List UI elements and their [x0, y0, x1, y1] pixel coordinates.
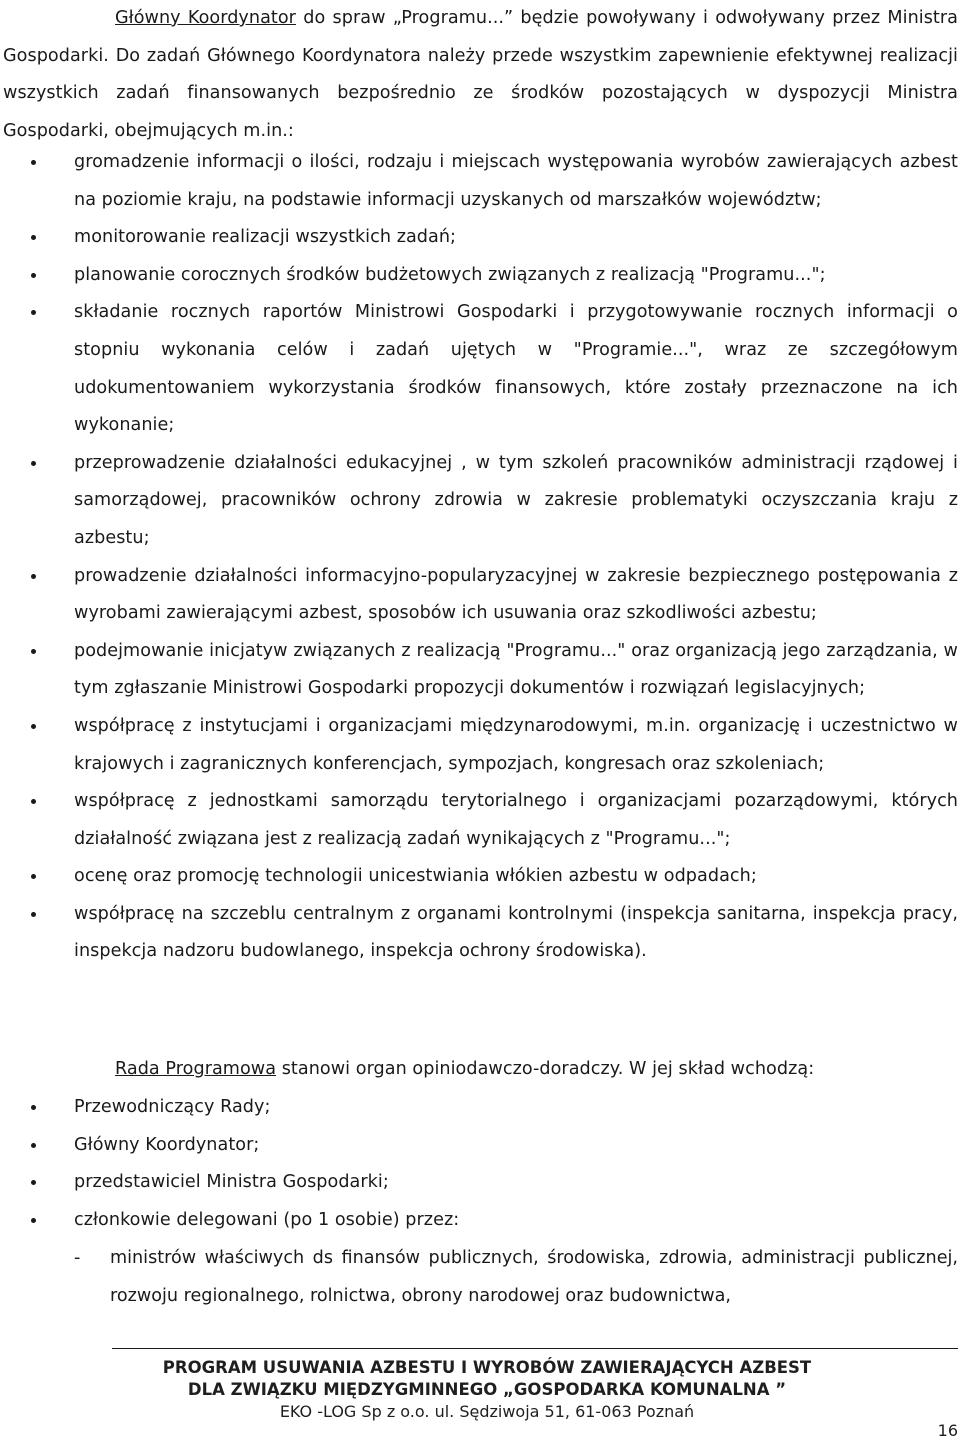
- list-item: członkowie delegowani (po 1 osobie) przez:: [0, 1202, 958, 1240]
- bullet-icon: [31, 1218, 36, 1223]
- bullet-icon: [31, 160, 36, 165]
- page-number: 16: [937, 1421, 958, 1440]
- list-item: Główny Koordynator;: [0, 1127, 958, 1165]
- list-item: współpracę z jednostkami samorządu terytorialnego i organizacjami pozarządowymi, których działalność związana jest z realizacją zadań wynikających z "Programu...";: [0, 783, 958, 858]
- bullet-icon: [31, 724, 36, 729]
- bullet-icon: [31, 235, 36, 240]
- list-item: współpracę na szczeblu centralnym z organami kontrolnymi (inspekcja sanitarna, inspekcja pracy, inspekcja nadzoru budowlanego, inspekcja ochrony środowiska).: [0, 896, 958, 971]
- list-item: przedstawiciel Ministra Gospodarki;: [0, 1164, 958, 1202]
- bullet-icon: [31, 461, 36, 466]
- bullet-icon: [31, 1180, 36, 1185]
- council-term: Rada Programowa: [115, 1059, 277, 1079]
- council-members-list: [0, 1089, 958, 1239]
- delegates-subitem: - ministrów właściwych ds finansów publicznych, środowiska, zdrowia, administracji publicznej, rozwoju regionalnego, rolnictwa, obrony narodowej oraz budownictwa,: [74, 1240, 958, 1315]
- list-item: prowadzenie działalności informacyjno-popularyzacyjnej w zakresie bezpiecznego postępowania z wyrobami zawierającymi azbest, sposobów ich usuwania oraz szkodliwości azbestu;: [0, 558, 958, 633]
- bullet-icon: [31, 799, 36, 804]
- list-item: współpracę z instytucjami i organizacjami międzynarodowymi, m.in. organizację i uczestnictwo w krajowych i zagranicznych konferencjach, sympozjach, kongresach oraz szkoleniach;: [0, 708, 958, 783]
- bullet-icon: [31, 310, 36, 315]
- dash-marker: -: [74, 1248, 81, 1268]
- bullet-icon: [31, 1143, 36, 1148]
- footer-divider: [112, 1348, 958, 1349]
- list-item: monitorowanie realizacji wszystkich zadań;: [0, 219, 958, 257]
- intro-paragraph: [3, 0, 958, 150]
- footer-company-address: EKO -LOG Sp z o.o. ul. Sędziwoja 51, 61-063 Poznań: [279, 1402, 695, 1421]
- list-item: planowanie corocznych środków budżetowych związanych z realizacją "Programu...";: [0, 257, 958, 295]
- coordinator-tasks-list: [0, 144, 958, 971]
- list-item: Przewodniczący Rady;: [0, 1089, 958, 1127]
- bullet-icon: [31, 874, 36, 879]
- council-text: stanowi organ opiniodawczo-doradczy. W jej skład wchodzą:: [276, 1059, 815, 1079]
- list-item: składanie rocznych raportów Ministrowi Gospodarki i przygotowywanie rocznych informacji o stopniu wykonania celów i zadań ujętych w "Programie...", wraz ze szczegółowym udokumentowaniem wykorzystania środków finansowych, które zostały przeznaczone na ich wykonanie;: [0, 294, 958, 444]
- bullet-icon: [31, 912, 36, 917]
- bullet-icon: [31, 1105, 36, 1110]
- list-item: przeprowadzenie działalności edukacyjnej , w tym szkoleń pracowników administracji rządowej i samorządowej, pracowników ochrony zdrowia w zakresie problematyki oczyszczania kraju z azbestu;: [0, 445, 958, 558]
- list-item: podejmowanie inicjatyw związanych z realizacją "Programu..." oraz organizacją jego zarządzania, w tym zgłaszanie Ministrowi Gospodarki propozycji dokumentów i rozwiązań legislacyjnych;: [0, 633, 958, 708]
- footer-union-name: DLA ZWIĄZKU MIĘDZYGMINNEGO „GOSPODARKA KOMUNALNA ”: [187, 1380, 787, 1399]
- coordinator-term: Główny Koordynator: [115, 8, 296, 28]
- council-paragraph: [3, 1051, 958, 1089]
- list-item: gromadzenie informacji o ilości, rodzaju i miejscach występowania wyrobów zawierających azbest na poziomie kraju, na podstawie informacji uzyskanych od marszałków województw;: [0, 144, 958, 219]
- intro-text: do spraw „Programu...” będzie powoływany i odwoływany przez Ministra Gospodarki. Do zadań Głównego Koordynatora należy przede wszystkim zapewnienie efektywnej realizacji wszystkich zadań finansowanych bezpośrednio ze środków pozostających w dyspozycji Ministra Gospodarki, obejmujących m.in.:: [3, 8, 958, 141]
- list-item: ocenę oraz promocję technologii unicestwiania włókien azbestu w odpadach;: [0, 858, 958, 896]
- bullet-icon: [31, 649, 36, 654]
- footer-program-title: PROGRAM USUWANIA AZBESTU I WYROBÓW ZAWIERAJĄCYCH AZBEST: [162, 1358, 812, 1377]
- bullet-icon: [31, 574, 36, 579]
- bullet-icon: [31, 273, 36, 278]
